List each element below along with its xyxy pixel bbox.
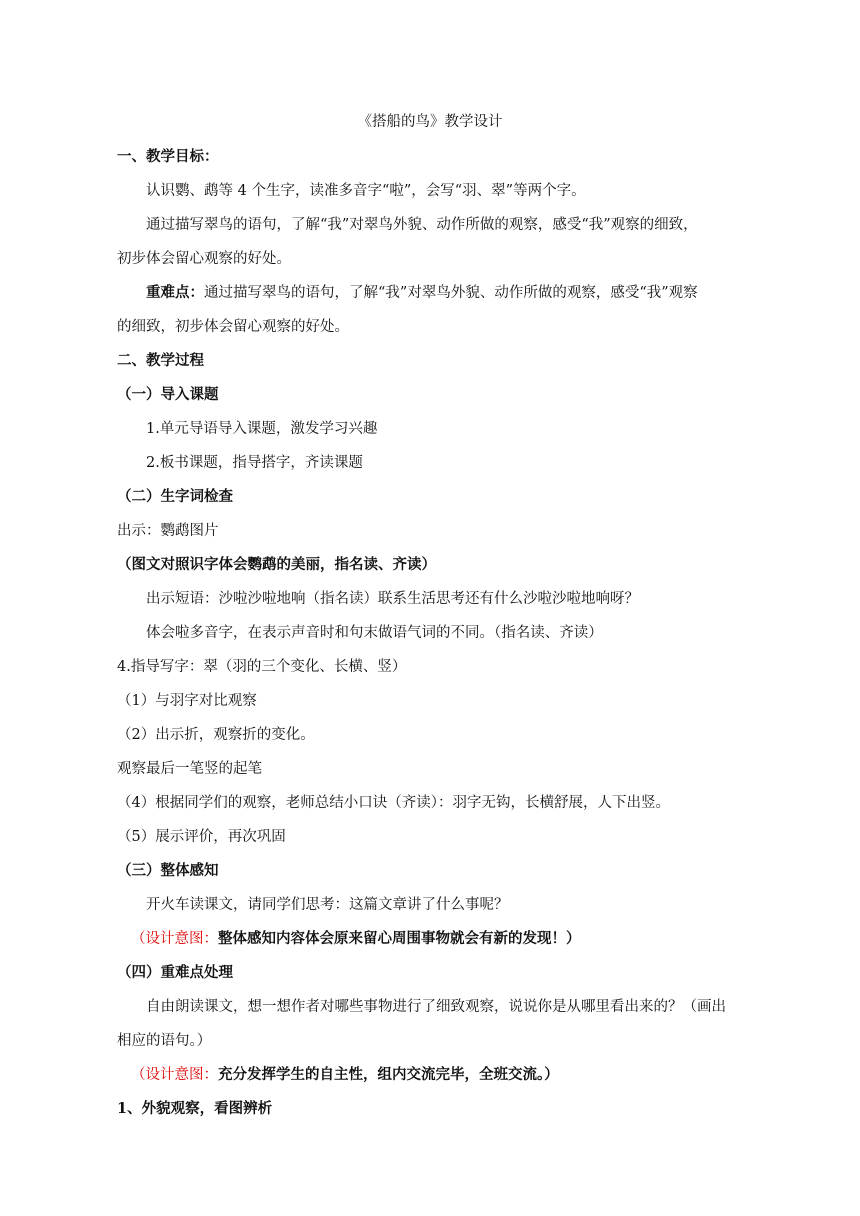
list-item-1: 1.单元导语导入课题，激发学习兴趣 <box>146 421 378 437</box>
paragraph-key-points-line2: 的细致，初步体会留心观察的好处。 <box>117 319 349 335</box>
paragraph-goal-1: 认识鹦、鹉等 4 个生字，读准多音字“啦”，会写“羽、翠”等两个字。 <box>146 183 586 199</box>
key-points-label: 重难点： <box>146 284 204 301</box>
design-intent-1-text: 整体感知内容体会原来留心周围事物就会有新的发现！） <box>218 930 581 947</box>
key-points-text: 通过描写翠鸟的语句，了解“我”对翠鸟外貌、动作所做的观察，感受“我”观察 <box>204 285 698 301</box>
design-intent-2-text: 充分发挥学生的自主性，组内交流完毕，全班交流。） <box>218 1066 559 1083</box>
text-show-phrase: 出示短语：沙啦沙啦地响（指名读）联系生活思考还有什么沙啦沙啦地响呀？ <box>146 591 639 607</box>
text-show-picture: 出示：鹦鹉图片 <box>117 523 219 539</box>
list-item-4: 4.指导写字：翠（羽的三个变化、长横、竖） <box>117 659 407 675</box>
text-free-reading-line1: 自由朗读课文，想一想作者对哪些事物进行了细致观察，说说你是从哪里看出来的？（画出 <box>146 999 726 1015</box>
text-free-reading-line2: 相应的语句。） <box>117 1033 212 1049</box>
step-4: （4）根据同学们的观察，老师总结小口诀（齐读）：羽字无钩，长横舒展，人下出竖。 <box>117 795 670 811</box>
document-title: 《搭船的鸟》教学设计 <box>357 114 503 130</box>
paragraph-goal-2-line1: 通过描写翠鸟的语句，了解“我”对翠鸟外貌、动作所做的观察，感受“我”观察的细致， <box>146 217 698 233</box>
note-picture-reading: （图文对照识字体会鹦鹉的美丽，指名读、齐读） <box>117 556 436 573</box>
section-heading-process: 二、教学过程 <box>117 352 204 369</box>
paragraph-key-points-line1 <box>146 284 757 302</box>
step-1: （1）与羽字对比观察 <box>117 693 257 709</box>
list-item-2: 2.板书课题，指导搭字，齐读课题 <box>146 455 363 471</box>
design-intent-2-label: （设计意图： <box>131 1067 218 1083</box>
step-2: （2）出示折，观察折的变化。 <box>117 727 315 743</box>
text-observe-stroke: 观察最后一笔竖的起笔 <box>117 761 262 777</box>
design-intent-2 <box>131 1066 771 1084</box>
text-train-reading: 开火车读课文，请同学们思考：这篇文章讲了什么事呢？ <box>146 897 509 913</box>
design-intent-1-label: （设计意图： <box>131 931 218 947</box>
subheading-key-difficulties: （四）重难点处理 <box>117 964 233 981</box>
subheading-vocab-check: （二）生字词检查 <box>117 488 233 505</box>
subheading-overall: （三）整体感知 <box>117 862 219 879</box>
heading-appearance: 1、外貌观察，看图辨析 <box>117 1100 273 1117</box>
text-polyphone: 体会啦多音字，在表示声音时和句末做语气词的不同。（指名读、齐读） <box>146 625 603 641</box>
paragraph-goal-2-line2: 初步体会留心观察的好处。 <box>117 251 291 267</box>
section-heading-goals: 一、教学目标： <box>117 148 219 165</box>
design-intent-1 <box>131 930 771 948</box>
subheading-introduce: （一）导入课题 <box>117 386 219 403</box>
step-5: （5）展示评价，再次巩固 <box>117 829 286 845</box>
